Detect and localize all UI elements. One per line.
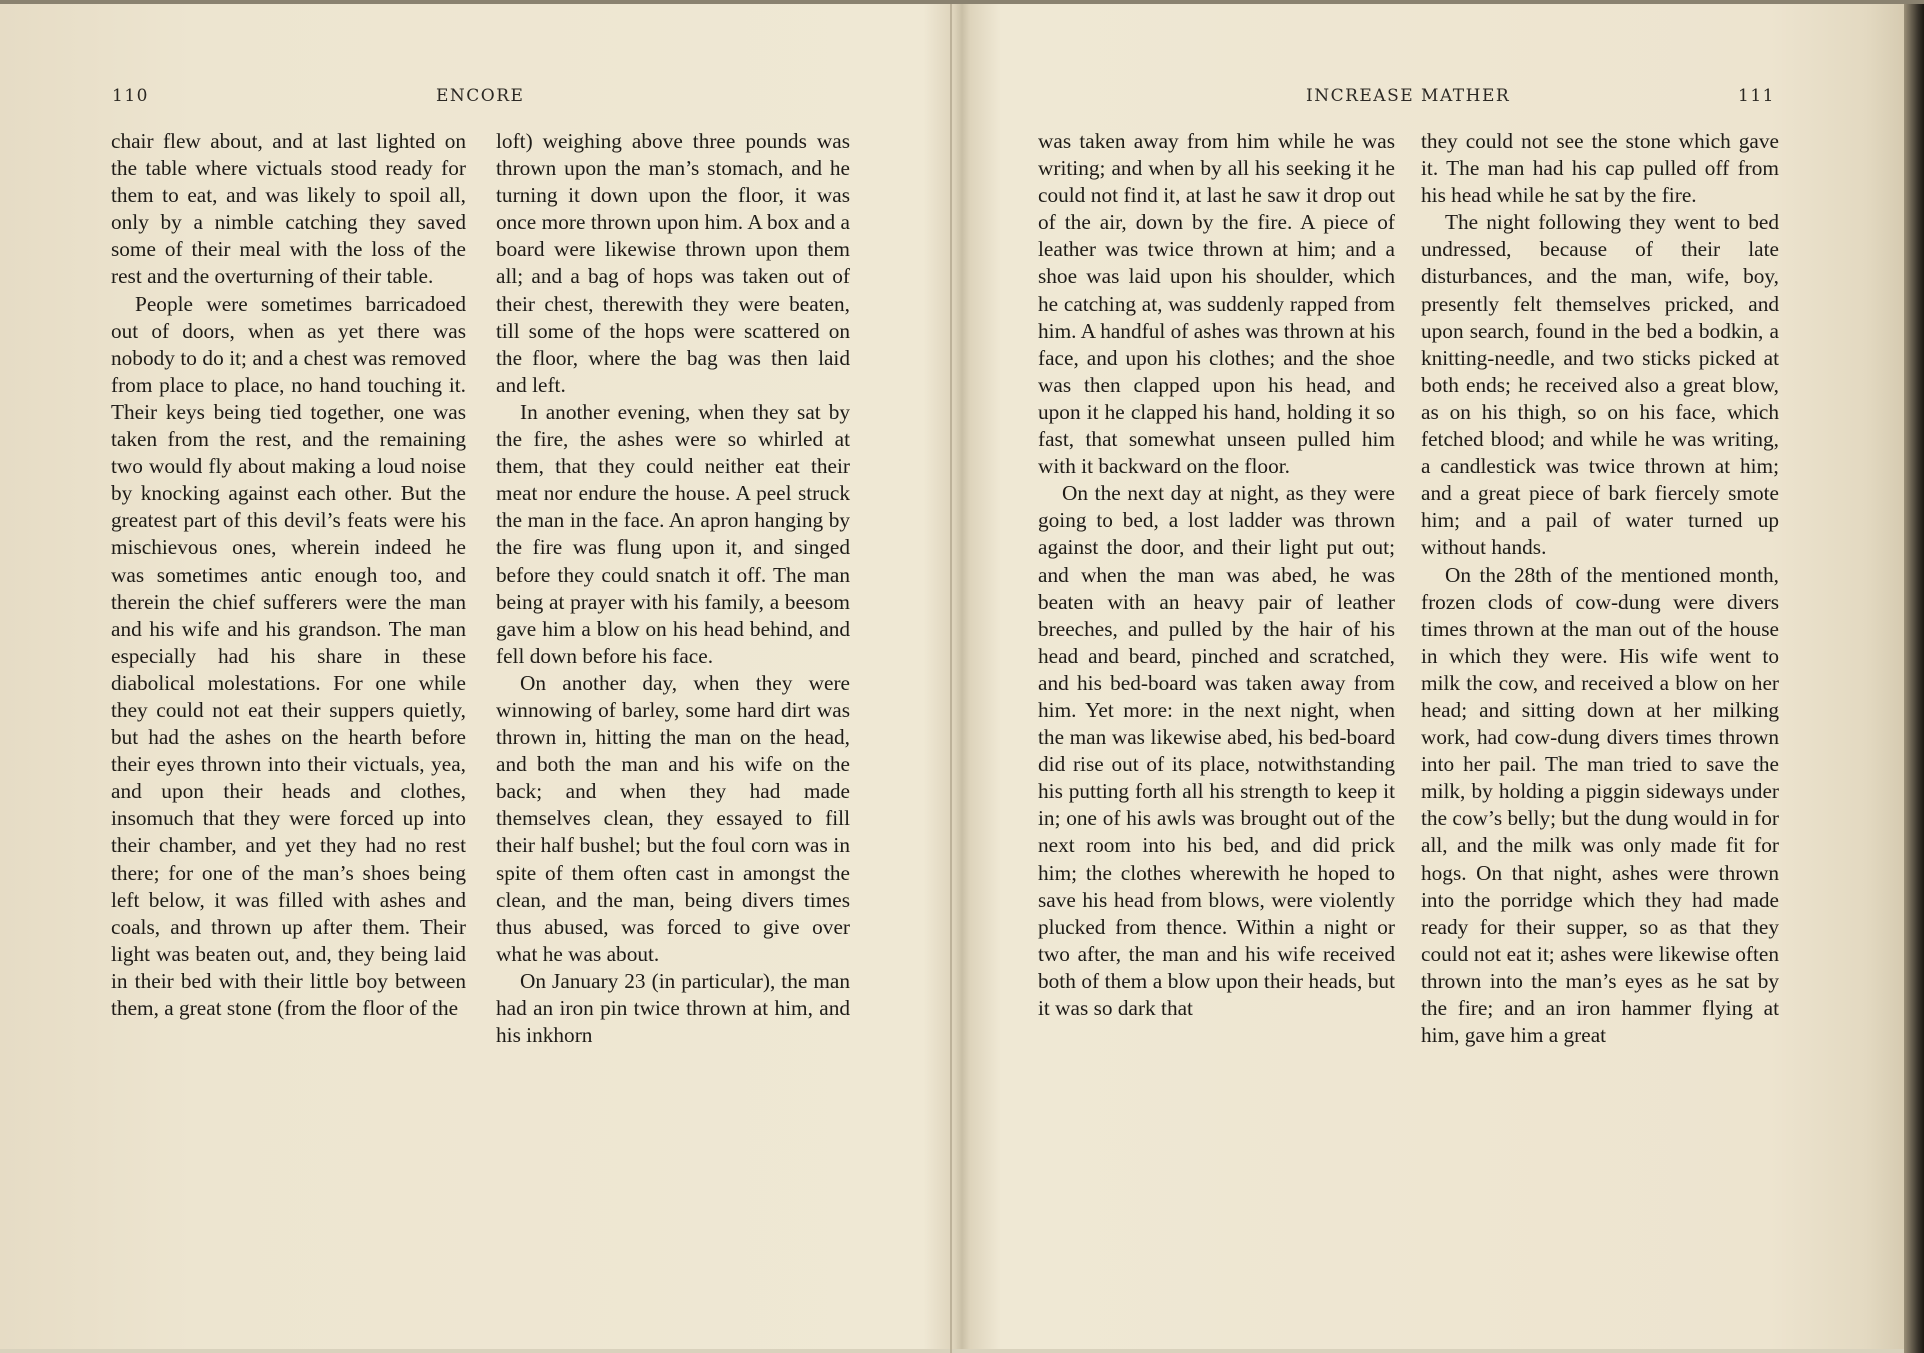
left-running-head: ENCORE — [436, 86, 525, 106]
paragraph: chair flew about, and at last lighted on the table where victuals stood ready for them to eat, and was likely to spoil all, only by a nimble catching they saved some of their meal with the loss of the rest and the overturning of their table. — [111, 129, 466, 289]
right-page-number: 111 — [1738, 86, 1775, 106]
right-running-head: INCREASE MATHER — [1306, 86, 1511, 106]
paragraph: On January 23 (in particular), the man had an iron pin twice thrown at him, and his inkhorn — [496, 968, 850, 1048]
paragraph: loft) weighing above three pounds was thrown upon the man’s stomach, and he turning it down upon the floor, it was once more thrown upon him. A box and a board were likewise thrown upon them all; and a bag of hops was taken out of their chest, therewith they were beaten, till some of the hops were scattered on the floor, where the bag was then laid and left. — [496, 129, 850, 397]
paragraph: On the 28th of the mentioned month, frozen clods of cow-dung were divers times thrown at the man out of the house in which they were. His wife went to milk the cow, and received a blow on her head; and sitting down at her milking work, had cow-dung divers times thrown into her pail. The man tried to save the milk, by holding a piggin sideways under the cow’s belly; but the dung would in for all, and the milk was only made fit for hogs. On that night, ashes were thrown into the porridge which they had made ready for their supper, so as that they could not eat it; ashes were likewise often thrown into the man’s eyes as he sat by the fire; and an iron hammer flying at him, gave him a great — [1421, 562, 1779, 1048]
paragraph: The night following they went to bed undressed, because of their late disturbances, and the man, wife, boy, presently felt themselves pricked, and upon search, found in the bed a bodkin, a knitting-needle, and two sticks picked at both ends; he received also a great blow, as on his thigh, so on his face, which fetched blood; and while he was writing, a candlestick was twice thrown at him; and a great piece of bark fiercely smote him; and a pail of water turned up without hands. — [1421, 210, 1779, 560]
right-page-column-1 — [1038, 128, 1395, 1022]
left-page-number: 110 — [112, 86, 149, 106]
paragraph: In another evening, when they sat by the fire, the ashes were so whirled at them, that they could neither eat their meat nor endure the house. A peel struck the man in the face. An apron hanging by the fire was flung upon it, and singed before they could snatch it off. The man being at prayer with his family, a beesom gave him a blow on his head behind, and fell down before his face. — [496, 399, 850, 668]
page-edge-shadow — [1904, 4, 1924, 1353]
left-page-column-1 — [111, 128, 466, 1022]
paragraph: On another day, when they were winnowing of barley, some hard dirt was thrown in, hitting the man on the head, and both the man and his wife on the back; and when they had made themselves clean, they essayed to fill their half bushel; but the foul corn was in spite of them often cast in amongst the clean, and the man, being divers times thus abused, was forced to give over what he was about. — [496, 670, 850, 966]
right-page-column-2 — [1421, 128, 1779, 1049]
left-page-column-2 — [496, 128, 850, 1049]
paragraph: they could not see the stone which gave it. The man had his cap pulled off from his head while he sat by the fire. — [1421, 129, 1779, 208]
paragraph: People were sometimes barricadoed out of doors, when as yet there was nobody to do it; and a chest was removed from place to place, no hand touching it. Their keys being tied together, one was taken from the rest, and the remaining two would fly about making a loud noise by knocking against each other. But the greatest part of this devil’s feats were his mischievous ones, wherein indeed he was sometimes antic enough too, and therein the chief sufferers were the man and his wife and his grandson. The man especially had his share in these diabolical molestations. For one while they could not eat their suppers quietly, but had the ashes on the hearth before their eyes thrown into their victuals, yea, and upon their heads and clothes, insomuch that they were forced up into their chamber, and yet they had no rest there; for one of the man’s shoes being left below, it was filled with ashes and coals, and thrown up after them. Their light was beaten out, and, they being laid in their bed with their little boy between them, a great stone (from the floor of the — [111, 291, 466, 1020]
paragraph: was taken away from him while he was writing; and when by all his seeking it he could not find it, at last he saw it drop out of the air, down by the fire. A piece of leather was twice thrown at him; and a shoe was laid upon his shoulder, which he catching at, was suddenly rapped from him. A handful of ashes was thrown at his face, and upon his clothes; and the shoe was then clapped upon his head, and upon it he clapped his hand, holding it so fast, that somewhat unseen pulled him with it backward on the floor. — [1038, 129, 1395, 479]
book-spine — [950, 4, 952, 1353]
paragraph: On the next day at night, as they were going to bed, a lost ladder was thrown against the door, and their light put out; and when the man was abed, he was beaten with an heavy pair of leather breeches, and pulled by the hair of his head and beard, pinched and scratched, and his bed-board was taken away from him. Yet more: in the next night, when the man was likewise abed, his bed-board did rise out of its place, notwithstanding his putting forth all his strength to keep it in; one of his awls was brought out of the next room into his bed, and did prick him; the clothes wherewith he hoped to save his head from blows, were violently plucked from thence. Within a night or two after, the man and his wife received both of them a blow upon their heads, but it was so dark that — [1038, 481, 1395, 1020]
